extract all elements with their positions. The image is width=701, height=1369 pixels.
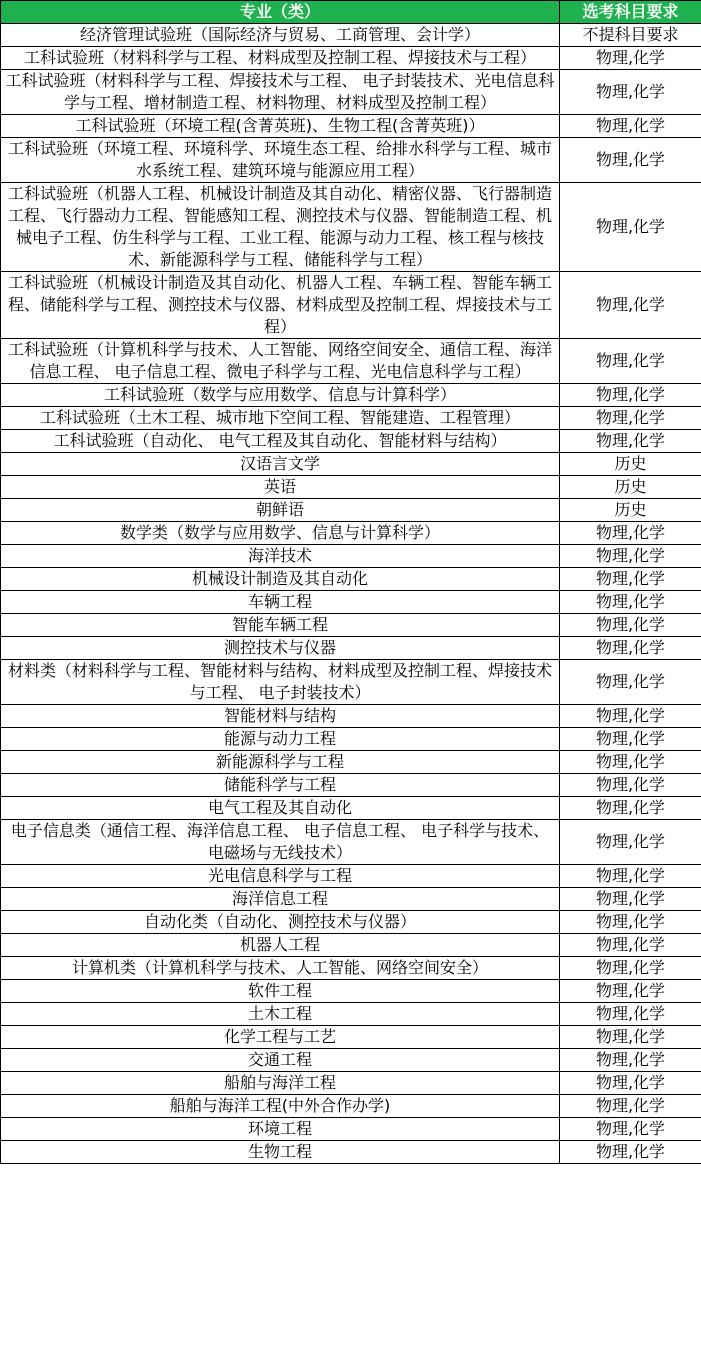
table-row xyxy=(1,637,701,660)
requirement-cell: 物理,化学 xyxy=(560,384,701,407)
table-row xyxy=(1,820,701,865)
major-cell: 船舶与海洋工程(中外合作办学) xyxy=(1,1095,560,1118)
major-cell: 化学工程与工艺 xyxy=(1,1026,560,1049)
major-cell: 生物工程 xyxy=(1,1141,560,1164)
major-cell: 工科试验班（数学与应用数学、信息与计算科学） xyxy=(1,384,560,407)
major-cell: 软件工程 xyxy=(1,980,560,1003)
requirement-column-header: 选考科目要求 xyxy=(560,1,701,24)
table-row xyxy=(1,865,701,888)
major-cell: 工科试验班（土木工程、城市地下空间工程、智能建造、工程管理） xyxy=(1,407,560,430)
table-row xyxy=(1,339,701,384)
table-row xyxy=(1,1095,701,1118)
table-row xyxy=(1,774,701,797)
major-cell: 自动化类（自动化、测控技术与仪器） xyxy=(1,911,560,934)
major-cell: 经济管理试验班（国际经济与贸易、工商管理、会计学） xyxy=(1,24,560,47)
table-row xyxy=(1,705,701,728)
major-cell: 机器人工程 xyxy=(1,934,560,957)
table-row xyxy=(1,272,701,339)
major-cell: 测控技术与仪器 xyxy=(1,637,560,660)
requirement-cell: 物理,化学 xyxy=(560,568,701,591)
table-row xyxy=(1,911,701,934)
table-row xyxy=(1,797,701,820)
major-cell: 车辆工程 xyxy=(1,591,560,614)
requirement-cell: 物理,化学 xyxy=(560,1049,701,1072)
major-cell: 工科试验班（材料科学与工程、材料成型及控制工程、焊接技术与工程） xyxy=(1,47,560,70)
requirement-cell: 历史 xyxy=(560,453,701,476)
table-row xyxy=(1,453,701,476)
major-cell: 电气工程及其自动化 xyxy=(1,797,560,820)
table-row xyxy=(1,183,701,272)
table-row xyxy=(1,47,701,70)
requirement-cell: 物理,化学 xyxy=(560,957,701,980)
requirement-cell: 物理,化学 xyxy=(560,797,701,820)
major-cell: 汉语言文学 xyxy=(1,453,560,476)
table-row xyxy=(1,384,701,407)
major-cell: 海洋技术 xyxy=(1,545,560,568)
major-cell: 船舶与海洋工程 xyxy=(1,1072,560,1095)
major-cell: 智能材料与结构 xyxy=(1,705,560,728)
major-cell: 数学类（数学与应用数学、信息与计算科学） xyxy=(1,522,560,545)
major-cell: 海洋信息工程 xyxy=(1,888,560,911)
requirement-cell: 物理,化学 xyxy=(560,407,701,430)
requirement-cell: 物理,化学 xyxy=(560,430,701,453)
requirement-cell: 物理,化学 xyxy=(560,272,701,339)
requirement-cell: 物理,化学 xyxy=(560,115,701,138)
table-row xyxy=(1,24,701,47)
major-cell: 光电信息科学与工程 xyxy=(1,865,560,888)
requirement-cell: 物理,化学 xyxy=(560,614,701,637)
table-row xyxy=(1,430,701,453)
requirement-cell: 不提科目要求 xyxy=(560,24,701,47)
table-row xyxy=(1,70,701,115)
requirement-cell: 物理,化学 xyxy=(560,1095,701,1118)
table-row xyxy=(1,728,701,751)
table-row xyxy=(1,1072,701,1095)
requirement-cell: 物理,化学 xyxy=(560,339,701,384)
major-cell: 英语 xyxy=(1,476,560,499)
major-cell: 电子信息类（通信工程、海洋信息工程、 电子信息工程、 电子科学与技术、 电磁场与无线技术） xyxy=(1,820,560,865)
major-cell: 工科试验班（自动化、 电气工程及其自动化、智能材料与结构） xyxy=(1,430,560,453)
major-cell: 工科试验班（计算机科学与技术、人工智能、网络空间安全、通信工程、海洋信息工程、 电子信息工程、微电子科学与工程、光电信息科学与工程） xyxy=(1,339,560,384)
major-cell: 工科试验班（环境工程(含菁英班)、生物工程(含菁英班)） xyxy=(1,115,560,138)
table-row xyxy=(1,545,701,568)
major-cell: 环境工程 xyxy=(1,1118,560,1141)
major-cell: 工科试验班（环境工程、环境科学、环境生态工程、给排水科学与工程、城市水系统工程、建筑环境与能源应用工程） xyxy=(1,138,560,183)
table-row xyxy=(1,499,701,522)
requirement-cell: 物理,化学 xyxy=(560,660,701,705)
requirement-cell: 物理,化学 xyxy=(560,138,701,183)
requirement-cell: 物理,化学 xyxy=(560,888,701,911)
major-column-header: 专业（类） xyxy=(1,1,560,24)
requirement-cell: 物理,化学 xyxy=(560,1026,701,1049)
requirement-cell: 物理,化学 xyxy=(560,1141,701,1164)
major-cell: 工科试验班（机械设计制造及其自动化、机器人工程、车辆工程、智能车辆工程、储能科学与工程、测控技术与仪器、材料成型及控制工程、焊接技术与工程） xyxy=(1,272,560,339)
requirement-cell: 物理,化学 xyxy=(560,522,701,545)
requirement-cell: 物理,化学 xyxy=(560,865,701,888)
requirement-cell: 物理,化学 xyxy=(560,545,701,568)
table-row xyxy=(1,522,701,545)
table-row xyxy=(1,1049,701,1072)
requirement-cell: 物理,化学 xyxy=(560,980,701,1003)
table-row xyxy=(1,1141,701,1164)
requirement-cell: 物理,化学 xyxy=(560,934,701,957)
major-cell: 工科试验班（机器人工程、机械设计制造及其自动化、精密仪器、飞行器制造工程、飞行器动力工程、智能感知工程、测控技术与仪器、智能制造工程、机械电子工程、仿生科学与工程、工业工程、能源与动力工程、核工程与核技术、新能源科学与工程、储能科学与工程） xyxy=(1,183,560,272)
table-row xyxy=(1,591,701,614)
major-cell: 智能车辆工程 xyxy=(1,614,560,637)
major-cell: 工科试验班（材料科学与工程、焊接技术与工程、 电子封装技术、光电信息科学与工程、增材制造工程、材料物理、材料成型及控制工程） xyxy=(1,70,560,115)
table-row xyxy=(1,138,701,183)
requirement-cell: 物理,化学 xyxy=(560,70,701,115)
requirement-cell: 物理,化学 xyxy=(560,751,701,774)
major-cell: 朝鲜语 xyxy=(1,499,560,522)
table-row xyxy=(1,751,701,774)
requirement-cell: 历史 xyxy=(560,499,701,522)
table-row xyxy=(1,568,701,591)
requirement-cell: 物理,化学 xyxy=(560,47,701,70)
table-row xyxy=(1,1026,701,1049)
requirement-cell: 物理,化学 xyxy=(560,705,701,728)
table-row xyxy=(1,660,701,705)
table-row xyxy=(1,1118,701,1141)
table-row xyxy=(1,888,701,911)
major-cell: 机械设计制造及其自动化 xyxy=(1,568,560,591)
table-row xyxy=(1,934,701,957)
requirement-cell: 物理,化学 xyxy=(560,591,701,614)
table-row xyxy=(1,980,701,1003)
header-row xyxy=(1,1,701,24)
major-cell: 土木工程 xyxy=(1,1003,560,1026)
major-cell: 材料类（材料科学与工程、智能材料与结构、材料成型及控制工程、焊接技术与工程、 电子封装技术） xyxy=(1,660,560,705)
requirement-cell: 物理,化学 xyxy=(560,911,701,934)
table-row xyxy=(1,614,701,637)
requirement-cell: 物理,化学 xyxy=(560,1118,701,1141)
requirement-cell: 物理,化学 xyxy=(560,774,701,797)
requirement-cell: 物理,化学 xyxy=(560,1072,701,1095)
requirement-cell: 历史 xyxy=(560,476,701,499)
major-cell: 储能科学与工程 xyxy=(1,774,560,797)
major-cell: 计算机类（计算机科学与技术、人工智能、网络空间安全） xyxy=(1,957,560,980)
major-cell: 新能源科学与工程 xyxy=(1,751,560,774)
table-row xyxy=(1,476,701,499)
major-cell: 交通工程 xyxy=(1,1049,560,1072)
requirement-cell: 物理,化学 xyxy=(560,728,701,751)
requirement-cell: 物理,化学 xyxy=(560,637,701,660)
table-row xyxy=(1,115,701,138)
table-row xyxy=(1,407,701,430)
requirement-cell: 物理,化学 xyxy=(560,1003,701,1026)
table-row xyxy=(1,957,701,980)
requirement-cell: 物理,化学 xyxy=(560,183,701,272)
requirement-cell: 物理,化学 xyxy=(560,820,701,865)
table-row xyxy=(1,1003,701,1026)
major-cell: 能源与动力工程 xyxy=(1,728,560,751)
